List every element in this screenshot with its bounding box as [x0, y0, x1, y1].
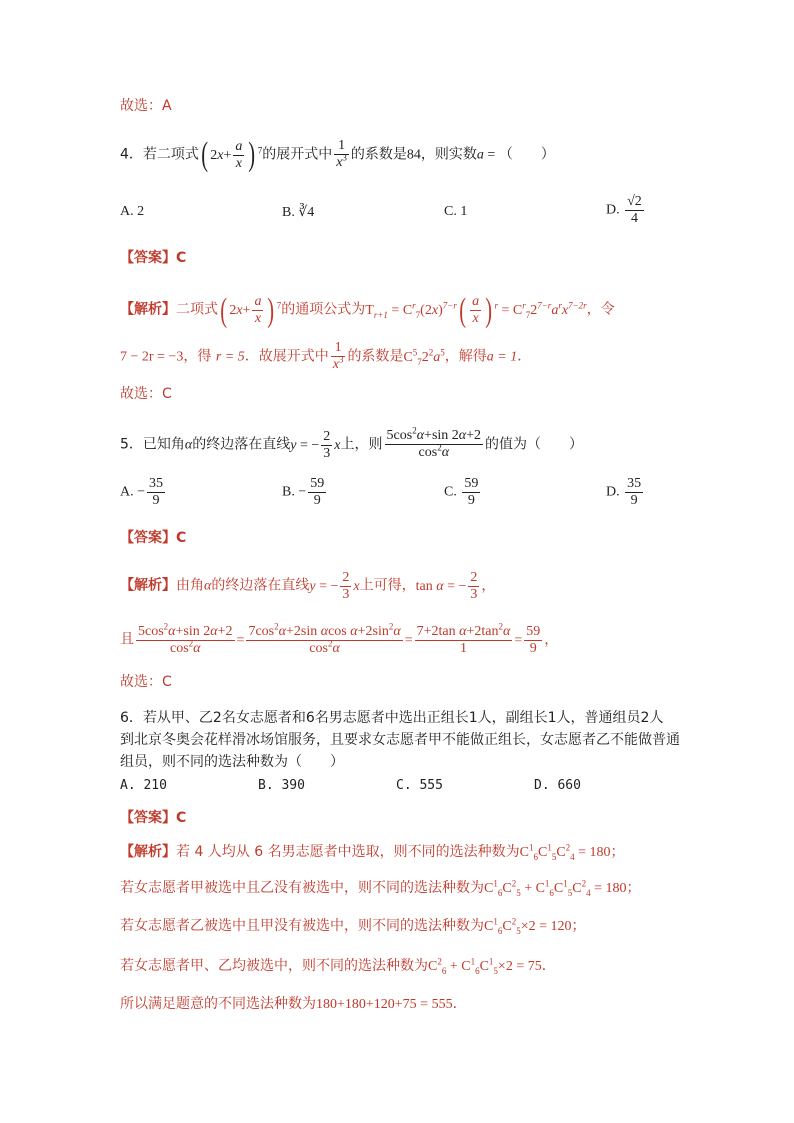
q6-option-b[interactable]: B. 390 [258, 778, 305, 793]
q4-general-term: $T_{r+1} = C^r_7(2x)^{7-r}$( $\frac{a}{x}$ ) $^r = C^r_72^{7-r}a^rx^{7-2r}$ [365, 291, 587, 329]
q6-analysis-line1: 【解析】若 4 人均从 6 名男志愿者中选取，则不同的选法种数为$C^1_6C^1_5C^2_4 = 180$； [120, 842, 625, 862]
analysis-text: 若 4 人均从 6 名男志愿者中选取，则不同的选法种数为 [176, 844, 520, 860]
q4-term: $\frac{1}{x^3}$ [336, 138, 347, 170]
analysis-text: 所以满足题意的不同选法种数为 [120, 996, 316, 1012]
q5-expression: $\frac{5\cos^2\alpha+\sin 2\alpha+2}{\cos^2\alpha}$ [386, 425, 482, 460]
q4-binomial: ( 2x+ $\frac{a}{x}$ ) $^7$ [201, 136, 263, 174]
select-text: 故选：C [120, 674, 172, 690]
q4-stem: 4．若二项式( 2x+ $\frac{a}{x}$ ) $^7$的展开式中 $\frac{1}{x^3}$ 的系数是84，则实数a = （ ） [120, 136, 555, 174]
q4-analysis-binomial: ( 2x+ $\frac{a}{x}$ ) $^7$ [220, 291, 282, 329]
q5-option-d[interactable]: D. $\frac{35}{9}$ [606, 476, 642, 508]
q4-option-d[interactable]: D. $\frac{√2}{4}$ [606, 194, 642, 226]
q6-stem-text: 到北京冬奥会花样滑冰场馆服务，且要求女志愿者甲不能做正组长，女志愿者乙不能做普通 [120, 732, 680, 748]
analysis-text: 由角 [176, 577, 204, 594]
q6-option-c[interactable]: C. 555 [396, 778, 443, 793]
analysis-text: ，令 [586, 301, 615, 318]
q4-stem-end: ，则实数 [420, 146, 477, 163]
q5-select-line [120, 672, 172, 692]
q4-tail: （ ） [498, 146, 555, 163]
analysis-text: ．故展开式中 [244, 348, 329, 365]
q4-stem-mid2: 的系数是 [350, 146, 407, 163]
q4-analysis-line2: 7 − 2r = −3，得 r = 5．故展开式中 $\frac{1}{x^3}$ 的系数是$C^5_72^2a^5$，解得a = 1． [120, 340, 532, 372]
analysis-text: 的通项公式为 [281, 301, 366, 318]
q5-answer-line [120, 528, 186, 548]
q4-option-a[interactable]: A. 2 [120, 204, 145, 219]
q6-analysis-line3: 若女志愿者乙被选中且甲没有被选中，则不同的选法种数为$C^1_6C^2_5\times 2 = 120$； [120, 916, 586, 936]
select-text: 故选：C [120, 386, 172, 402]
q6-stem-line1 [120, 708, 663, 728]
q3-select-line [120, 96, 172, 116]
q6-stem-text: 组员，则不同的选法种数为（ ） [120, 754, 344, 770]
q4-analysis-line1 [120, 291, 615, 329]
q6-stem-line3 [120, 752, 344, 772]
q6-option-a[interactable]: A. 210 [120, 778, 167, 793]
analysis-text: r = 5 [215, 349, 245, 365]
q6-answer-line [120, 808, 186, 828]
q5-option-c[interactable]: C. $\frac{59}{9}$ [444, 476, 479, 508]
q4-answer-line [120, 248, 186, 268]
analysis-text: a = 1 [486, 349, 518, 365]
q6-option-d[interactable]: D. 660 [534, 778, 581, 793]
q6-analysis-line4: 若女志愿者甲、乙均被选中，则不同的选法种数为$C^2_6 + C^1_6C^1_5\times 2 = 75$． [120, 956, 556, 976]
analysis-text: 若女志愿者甲、乙均被选中，则不同的选法种数为 [120, 958, 428, 974]
analysis-text: ，解得 [444, 348, 487, 365]
analysis-expr: 180+180+120+75 = 555． [316, 997, 467, 1012]
answer-tag: 【答案】 [120, 250, 176, 266]
answer-value: C [176, 530, 187, 546]
answer-tag: 【答案】 [120, 530, 176, 546]
answer-tag: 【答案】 [120, 810, 176, 826]
q6-stem-line2 [120, 730, 680, 750]
analysis-tag: 【解析】 [120, 301, 176, 318]
q4-coef: 84 [406, 147, 421, 163]
select-text: 故选：A [120, 98, 172, 114]
q4-option-b[interactable]: B. ∛4 [282, 205, 315, 220]
analysis-text: 若女志愿者甲被选中且乙没有被选中，则不同的选法种数为 [120, 880, 484, 896]
q5-stem-a: 5．已知角 [120, 436, 185, 453]
analysis-text: 若女志愿者乙被选中且甲没有被选中，则不同的选法种数为 [120, 918, 484, 934]
q4-select-line [120, 384, 172, 404]
q4-analysis-term: $\frac{1}{x^3}$ [332, 340, 344, 372]
analysis-text: 的系数是 [347, 348, 404, 365]
analysis-text: 7 − 2r = −3，得 [120, 349, 212, 365]
answer-value: C [176, 810, 187, 826]
q5-analysis-line2 [120, 621, 559, 657]
analysis-text: 上可得， [359, 577, 416, 594]
q4-stem-prefix: 4．若二项式 [120, 146, 199, 163]
q6-analysis-line2: 若女志愿者甲被选中且乙没有被选中，则不同的选法种数为$C^1_6C^2_5 + C^1_6C^1_5C^2_4 = 180$； [120, 878, 641, 898]
analysis-text: 二项式 [176, 301, 218, 318]
q5-tan: tan α = − $\frac{2}{3}$ ， [415, 570, 496, 602]
analysis-text: 且 [120, 631, 134, 648]
analysis-tag: 【解析】 [120, 844, 176, 860]
q5-derivation: $\frac{5\cos^2\alpha+\sin 2\alpha+2}{\cos^2\alpha}$ = $\frac{7\cos^2\alpha+2\sin \alpha\cos \alpha+2\sin^2\alpha}{\cos^2\alpha}$ = $\frac{7+2\tan \alpha+2\tan^2\alpha}{1}$ = $\frac{59}{9}$ ， [138, 621, 559, 656]
q5-stem-d: 的值为（ ） [485, 436, 584, 453]
q4-stem-mid: 的展开式中 [262, 146, 333, 163]
q4-option-c[interactable]: C. 1 [444, 204, 468, 219]
q4-var: a [476, 147, 484, 163]
q4-analysis-coef: $C^5_72^2a^5$ [403, 346, 445, 367]
q5-option-b[interactable]: B. − $\frac{59}{9}$ [282, 476, 325, 508]
q5-analysis-line1: 【解析】由角α的终边落在直线y = − $\frac{2}{3}$ x上可得，tan α = − $\frac{2}{3}$ ， [120, 570, 496, 602]
q5-option-a[interactable]: A. − $\frac{35}{9}$ [120, 476, 164, 508]
q5-stem-c: 上，则 [340, 436, 383, 453]
answer-value: C [176, 250, 187, 266]
q5-stem: 5．已知角α的终边落在直线y = − $\frac{2}{3}$ x上，则 $\frac{5\cos^2\alpha+\sin 2\alpha+2}{\cos^2\alpha}$ 的值为（ ） [120, 425, 584, 461]
q5-line-eq: y = − $\frac{2}{3}$ x [290, 428, 341, 461]
q6-stem-text: 6．若从甲、乙2名女志愿者和6名男志愿者中选出正组长1人，副组长1人，普通组员2人 [120, 710, 664, 726]
q5-stem-b: 的终边落在直线 [192, 436, 291, 453]
q6-analysis-line5 [120, 994, 467, 1015]
analysis-tag: 【解析】 [120, 577, 176, 594]
analysis-text: 的终边落在直线 [211, 577, 310, 594]
